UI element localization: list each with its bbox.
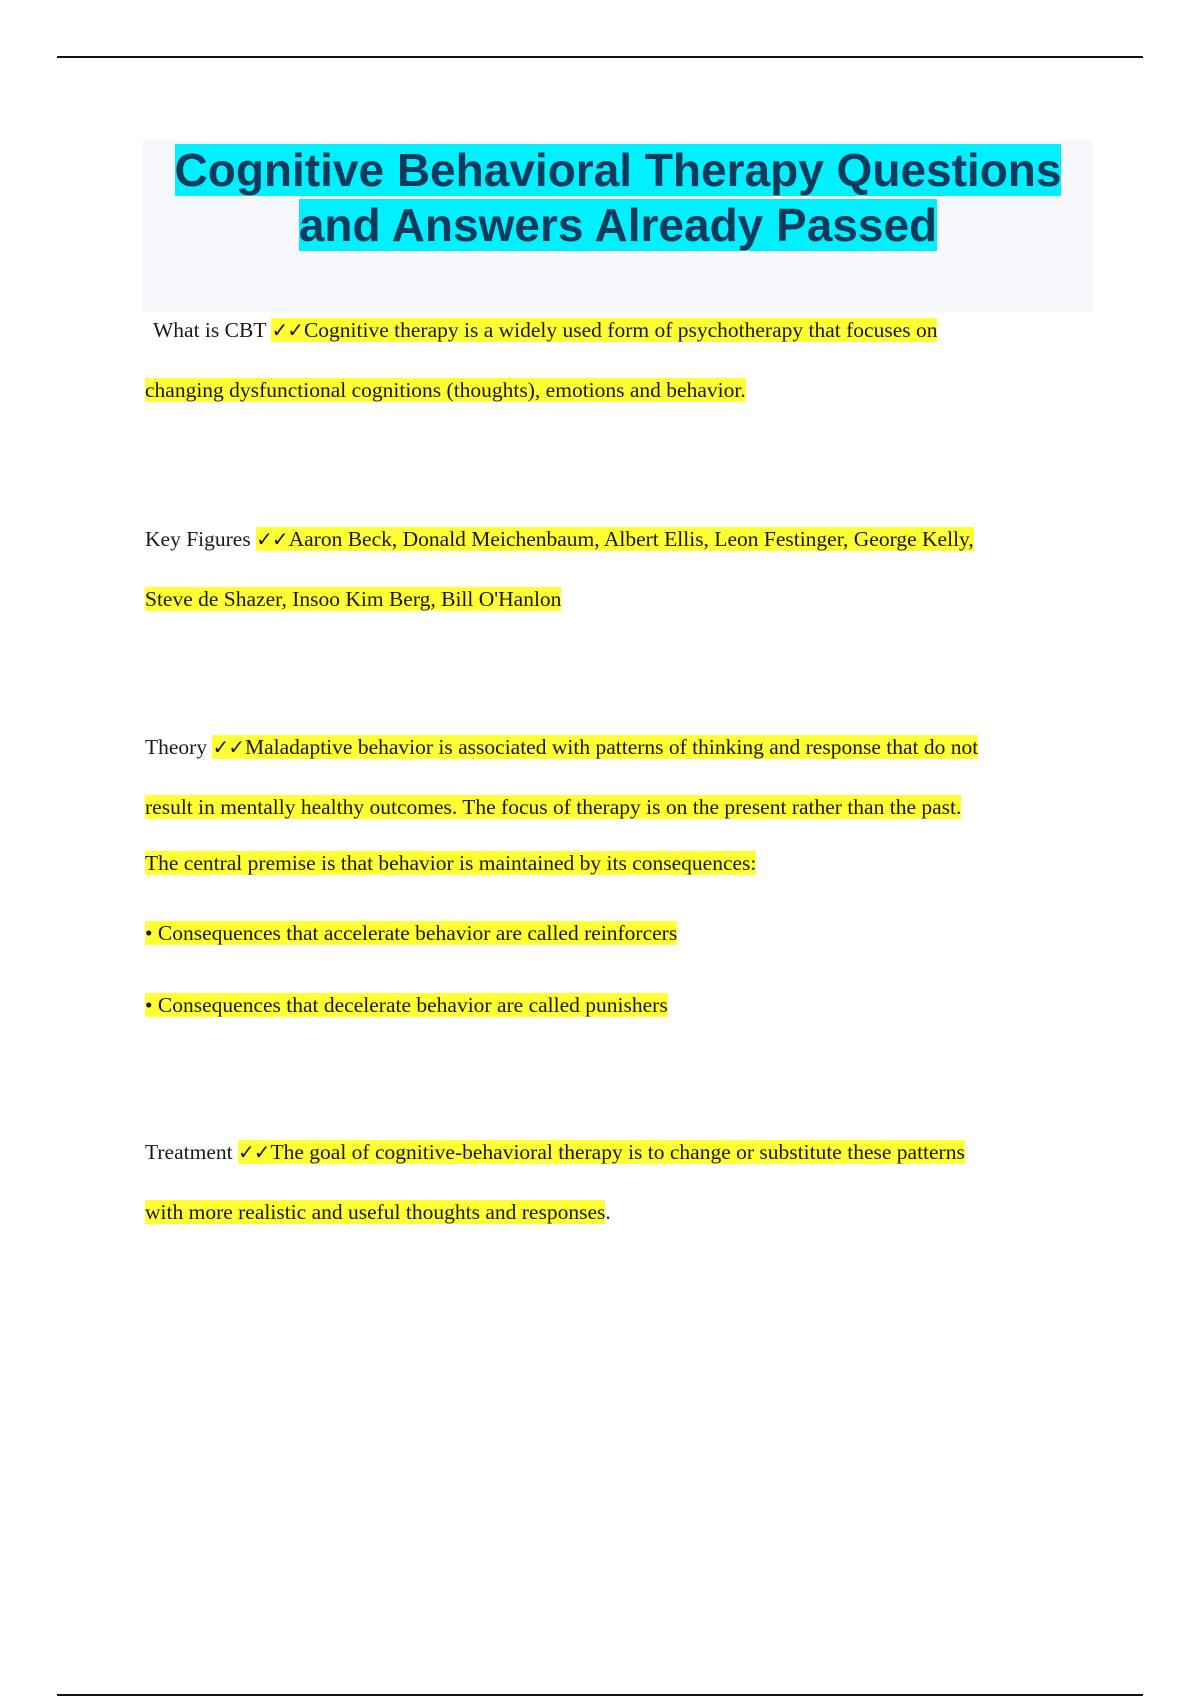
top-rule [57,56,1143,58]
check-icon: ✓✓ [237,1140,270,1164]
bottom-rule [57,1694,1143,1696]
check-icon: ✓✓ [271,318,303,342]
qa-item-what-is-cbt [145,313,1095,407]
answer-line: changing dysfunctional cognitions (thoughts), emotions and behavior. [145,378,746,402]
answer-line: Steve de Shazer, Insoo Kim Berg, Bill O'Hanlon [145,587,562,611]
answer-line: result in mentally healthy outcomes. The focus of therapy is on the present rather than the past. [145,795,962,819]
answer-line: Maladaptive behavior is associated with patterns of thinking and response that do not [244,735,979,759]
answer-line: with more realistic and useful thoughts and responses [145,1200,606,1224]
qa-item-theory [145,730,1095,1022]
title-block [143,140,1093,312]
question-label: Treatment [145,1140,233,1164]
trailing-period: . [605,1200,611,1224]
answer-line: Aaron Beck, Donald Meichenbaum, Albert Ellis, Leon Festinger, George Kelly, [288,527,974,551]
bullet-item: • Consequences that accelerate behavior are called reinforcers [145,921,678,945]
check-icon: ✓✓ [212,735,244,759]
title-line-2: and Answers Already Passed [298,199,938,251]
document-title [143,140,1093,253]
answer-line: Cognitive therapy is a widely used form of psychotherapy that focuses on [303,318,938,342]
question-label: Key Figures [145,527,251,551]
qa-item-treatment [145,1135,1095,1229]
answer-line: The central premise is that behavior is maintained by its consequences: [145,851,757,875]
answer-line: The goal of cognitive-behavioral therapy is to change or substitute these patterns [270,1140,965,1164]
check-icon: ✓✓ [256,527,288,551]
question-label: What is CBT [153,318,267,342]
question-label: Theory [145,735,208,759]
qa-item-key-figures [145,522,1095,616]
bullet-item: • Consequences that decelerate behavior are called punishers [145,993,668,1017]
title-line-1: Cognitive Behavioral Therapy Questions [174,144,1062,196]
